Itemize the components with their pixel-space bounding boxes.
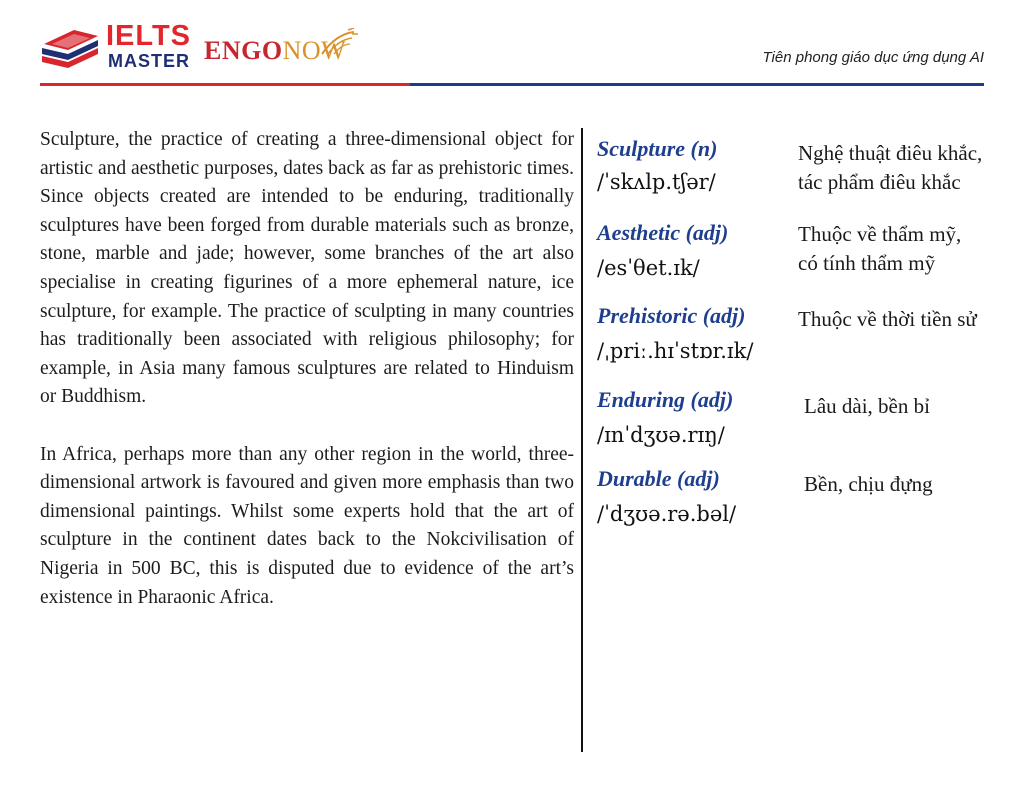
header-rule-red xyxy=(40,83,410,86)
ielts-master-logo-icon xyxy=(40,24,102,68)
vocab-term: Sculpture (n) xyxy=(597,136,718,161)
brand-ielts-text: IELTS xyxy=(106,20,192,52)
vocab-meaning-line: có tính thẩm mỹ xyxy=(798,251,936,275)
vocab-meaning-line: Lâu dài, bền bỉ xyxy=(804,394,930,418)
vocab-term: Prehistoric (adj) xyxy=(597,303,746,328)
vocab-meaning-line: tác phẩm điêu khắc xyxy=(798,170,961,194)
vocab-meaning-line: Bền, chịu đựng xyxy=(804,472,933,496)
reading-passage xyxy=(40,126,574,612)
page-header xyxy=(0,0,1024,90)
vocab-ipa: /ˈskʌlp.tʃər/ xyxy=(597,170,716,194)
brand-engo-text: ENGO xyxy=(204,36,283,65)
vocab-meaning xyxy=(798,305,977,334)
vocab-ipa: /ˈdʒʊə.rə.bəl/ xyxy=(597,502,737,526)
passage-paragraph-2: In Africa, perhaps more than any other region in the world, three-dimensional artwork is favoured and given more emphasis than two dimensional paintings. Whilst some experts hold that the art of sculpture in the continent dates back to the Nokcivilisation of Nigeria in 500 BC, this is disputed due to evidence of the art’s existence in Pharaonic Africa. xyxy=(40,443,574,608)
column-divider xyxy=(581,128,583,752)
vocab-ipa: /ˌpriː.hɪˈstɒr.ɪk/ xyxy=(597,339,754,363)
header-rule-blue xyxy=(410,83,984,86)
vocab-meaning xyxy=(804,392,930,421)
vocab-ipa: /esˈθet.ɪk/ xyxy=(597,256,700,280)
passage-paragraph-1: Sculpture, the practice of creating a three-dimensional object for artistic and aesthetic purposes, dates back as far as prehistoric times. Since objects created are intended to be enduring, traditionally sculptures have been forged from durable materials such as bronze, stone, marble and jade; however, some branches of the art also specialise in creating figurines of a more ephemeral nature, ice sculpture, for example. The practice of sculpting in many countries has traditionally been associated with religious philosophy; for example, in Asia many famous sculptures are related to Hinduism or Buddhism. xyxy=(40,129,574,408)
vocab-meaning-line: Nghệ thuật điêu khắc, xyxy=(798,141,983,165)
vocab-meaning xyxy=(798,139,982,197)
brand-master-text: MASTER xyxy=(108,51,190,71)
vocab-term: Aesthetic (adj) xyxy=(597,220,729,245)
vocab-term: Enduring (adj) xyxy=(597,387,734,412)
vocab-meaning-line: Thuộc về thời tiền sử xyxy=(798,307,977,331)
vocab-meaning xyxy=(798,220,961,278)
vocab-meaning xyxy=(804,470,933,499)
brand-now-text: NOW xyxy=(282,36,347,65)
vocab-ipa: /ɪnˈdʒʊə.rɪŋ/ xyxy=(597,423,725,447)
sunburst-icon xyxy=(318,28,358,56)
vocab-term: Durable (adj) xyxy=(597,466,720,491)
tagline: Tiên phong giáo dục ứng dụng AI xyxy=(762,49,984,66)
vocab-meaning-line: Thuộc về thẩm mỹ, xyxy=(798,222,962,246)
